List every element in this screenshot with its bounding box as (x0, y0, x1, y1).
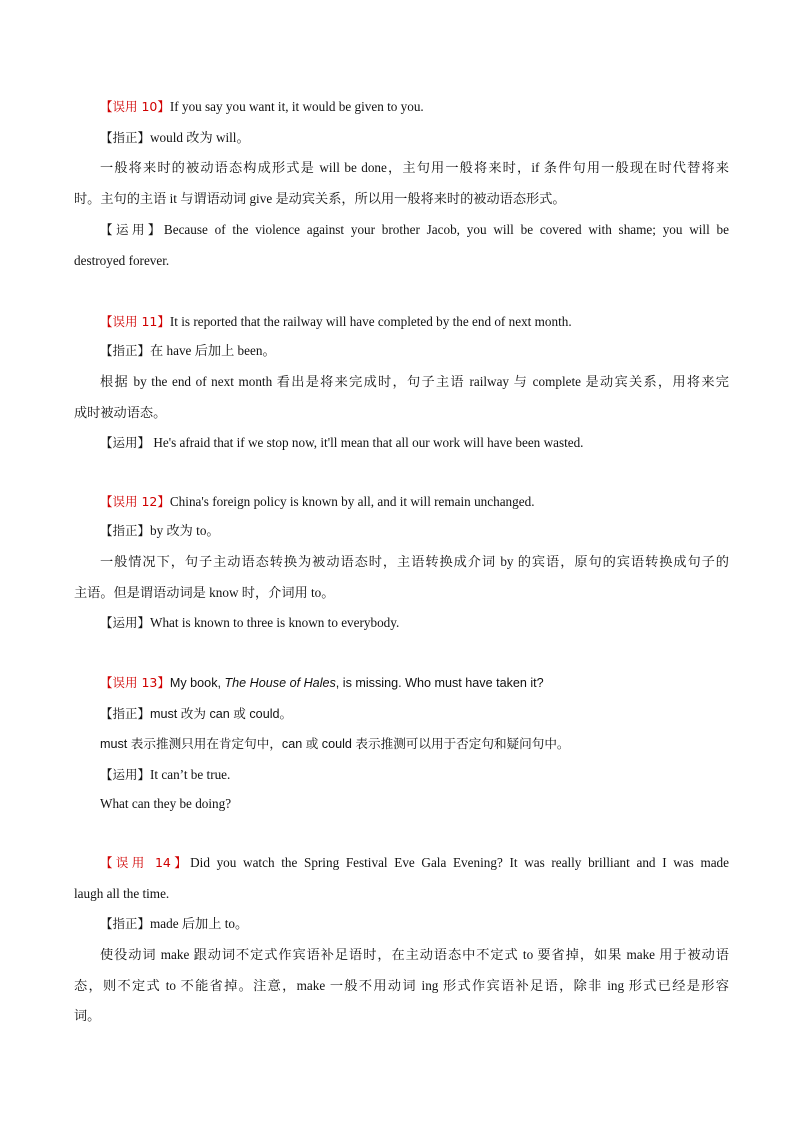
fix-line (100, 129, 250, 147)
explanation-line: 一般将来时的被动语态构成形式是 will be done，主句用一般将来时，if 条件句用一般现在时代替将来 (100, 160, 729, 175)
fix-label: 【指正】 (100, 130, 151, 145)
explanation-line: must 表示推测只用在肯定句中，can 或 could 表示推测可以用于否定句和疑问句中。 (100, 737, 570, 751)
explanation-line: 使役动词 make 跟动词不定式作宾语补足语时，在主动语态中不定式 to 要省掉，如果 make 用于被动语 (100, 947, 729, 962)
book-title: The House of Hales (224, 676, 336, 690)
fix-label: 【指正】 (100, 706, 151, 721)
fix-line (100, 342, 276, 360)
usage-text: He's afraid that if we stop now, it'll mean that all our work will have been wasted. (150, 435, 584, 450)
usage-label: 【运用】 (100, 435, 151, 450)
error-sentence: If you say you want it, it would be given to you. (169, 99, 424, 114)
error-line (100, 674, 544, 692)
error-sentence-part: , is missing. Who must have taken it? (335, 676, 544, 690)
fix-label: 【指正】 (100, 523, 151, 538)
fix-text: made 后加上 to。 (150, 916, 249, 931)
fix-line (100, 522, 220, 540)
explanation-line: 一般情况下，句子主动语态转换为被动语态时，主语转换成介词 by 的宾语，原句的宾语转换成句子的 (100, 554, 729, 569)
fix-line (100, 705, 292, 723)
explanation-line: 态，则不定式 to 不能省掉。注意，make 一般不用动词 ing 形式作宾语补足语，除非 ing 形式已经是形容 (74, 978, 729, 993)
error-line-cont: laugh all the time. (74, 886, 170, 901)
fix-text: must 改为 can 或 could。 (150, 707, 293, 721)
fix-line (100, 915, 248, 933)
error-line (100, 493, 535, 511)
usage-line (100, 766, 230, 784)
usage-label: 【运用】 (100, 767, 151, 782)
fix-label: 【指正】 (100, 343, 151, 358)
explanation-line: 时。主句的主语 it 与谓语动词 give 是动宾关系，所以用一般将来时的被动语态形式。 (74, 191, 566, 206)
error-line (100, 854, 729, 872)
usage-label: 【运用】 (100, 222, 164, 237)
fix-text: would 改为 will。 (150, 130, 250, 145)
error-line (100, 313, 572, 331)
error-label: 【误用 11】 (100, 314, 170, 329)
explanation-line: 根据 by the end of next month 看出是将来完成时，句子主语 railway 与 complete 是动宾关系，用将来完 (100, 374, 729, 389)
explanation-line: 词。 (74, 1008, 101, 1023)
usage-line (100, 434, 583, 452)
usage-label: 【运用】 (100, 615, 151, 630)
error-label: 【误用 13】 (100, 675, 170, 690)
fix-label: 【指正】 (100, 916, 151, 931)
error-label: 【误用 10】 (100, 99, 170, 114)
error-label: 【误用 12】 (100, 494, 170, 509)
usage-line: What can they be doing? (100, 796, 232, 811)
error-sentence: It is reported that the railway will have completed by the end of next month. (169, 314, 572, 329)
usage-text: It can’t be true. (150, 767, 231, 782)
usage-line (100, 221, 729, 239)
error-sentence: China's foreign policy is known by all, and it will remain unchanged. (169, 494, 535, 509)
usage-line (100, 614, 399, 632)
fix-text: 在 have 后加上 been。 (150, 343, 276, 358)
explanation-line: 成时被动语态。 (74, 405, 167, 420)
explanation-line: 主语。但是谓语动词是 know 时，介词用 to。 (74, 585, 335, 600)
usage-text: Because of the violence against your brother Jacob, you will be covered with shame; you will be (163, 222, 729, 237)
error-label: 【误用 14】 (100, 855, 191, 870)
usage-text: What is known to three is known to everybody. (150, 615, 400, 630)
fix-text: by 改为 to。 (150, 523, 220, 538)
usage-line: destroyed forever. (74, 253, 170, 268)
error-line (100, 98, 424, 116)
error-sentence: Did you watch the Spring Festival Eve Gala Evening? It was really brilliant and I was made (190, 855, 730, 870)
error-sentence-part: My book, (169, 676, 225, 690)
